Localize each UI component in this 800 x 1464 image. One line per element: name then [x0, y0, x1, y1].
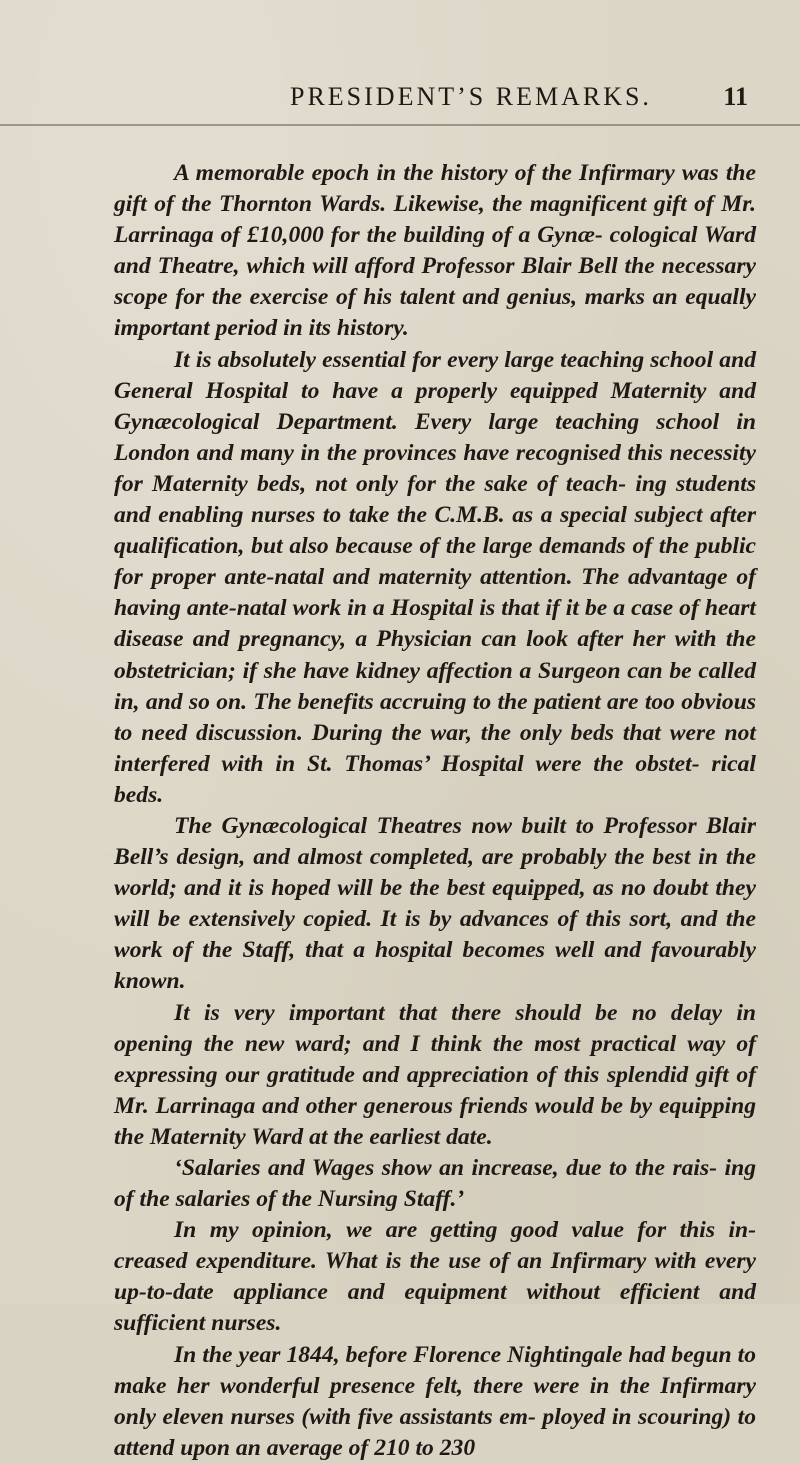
paragraph-gynaecological-theatres: The Gynæcological Theatres now built to Professor Blair Bell’s design, and almost completed, are probably the best in the world; and it is hoped will be the best equipped, as no doubt they will be extensively copied. It is by advances of this sort, and the work of the Staff, that a hospital becomes well and favourably known. [114, 812, 756, 995]
header-rule [0, 124, 800, 126]
paragraph-salaries-quote: ‘Salaries and Wages show an increase, due to the rais- ing of the salaries of the Nursing Staff.’ [114, 1155, 756, 1213]
paragraph-maternity-department: It is absolutely essential for every large teaching school and General Hospital to have a properly equipped Maternity and Gynæcological Department. Every large teaching school in London and many in the provinces have recognised this necessity for Maternity beds, not only for the sake of teach- ing students and enabling nurses to take the C.M.B. as a special subject after qualification, but also because of the large demands of the public for proper ante-natal and maternity attention. The advantage of having ante-natal work in a Hospital is that if it be a case of heart disease and pregnancy, a Physician can look after her with the obstetrician; if she have kidney affection a Surgeon can be called in, and so on. The benefits accruing to the patient are too obvious to need discussion. During the war, the only beds that were not interfered with in St. Thomas’ Hospital were the obstet- rical beds. [114, 346, 756, 808]
paragraph-thornton-wards: A memorable epoch in the history of the Infirmary was the gift of the Thornton Wards. Likewise, the magnificent gift of Mr. Larrinaga of £10,000 for the building of a Gynæ- cological Ward and Theatre, which will afford Professor Blair Bell the necessary scope for the exercise of his talent and genius, marks an equally important period in its history. [114, 160, 756, 342]
paragraph-year-1844: In the year 1844, before Florence Nightingale had begun to make her wonderful presence felt, there were in the Infirmary only eleven nurses (with five assistants em- ployed in scouring) to attend upon an average of 210 to 230 [114, 1341, 756, 1461]
running-title: PRESIDENT’S REMARKS. [290, 82, 652, 111]
paragraph-new-ward: It is very important that there should be no delay in opening the new ward; and I think the most practical way of expressing our gratitude and appreciation of this splendid gift of Mr. Larrinaga and other generous friends would be by equipping the Maternity Ward at the earliest date. [114, 999, 756, 1150]
page-number: 11 [723, 82, 748, 111]
running-head [0, 82, 800, 122]
body-text [114, 158, 756, 1464]
paragraph-nursing-value: In my opinion, we are getting good value for this in- creased expenditure. What is the use of an Infirmary with every up-to-date appliance and equipment without efficient and sufficient nurses. [114, 1217, 756, 1337]
